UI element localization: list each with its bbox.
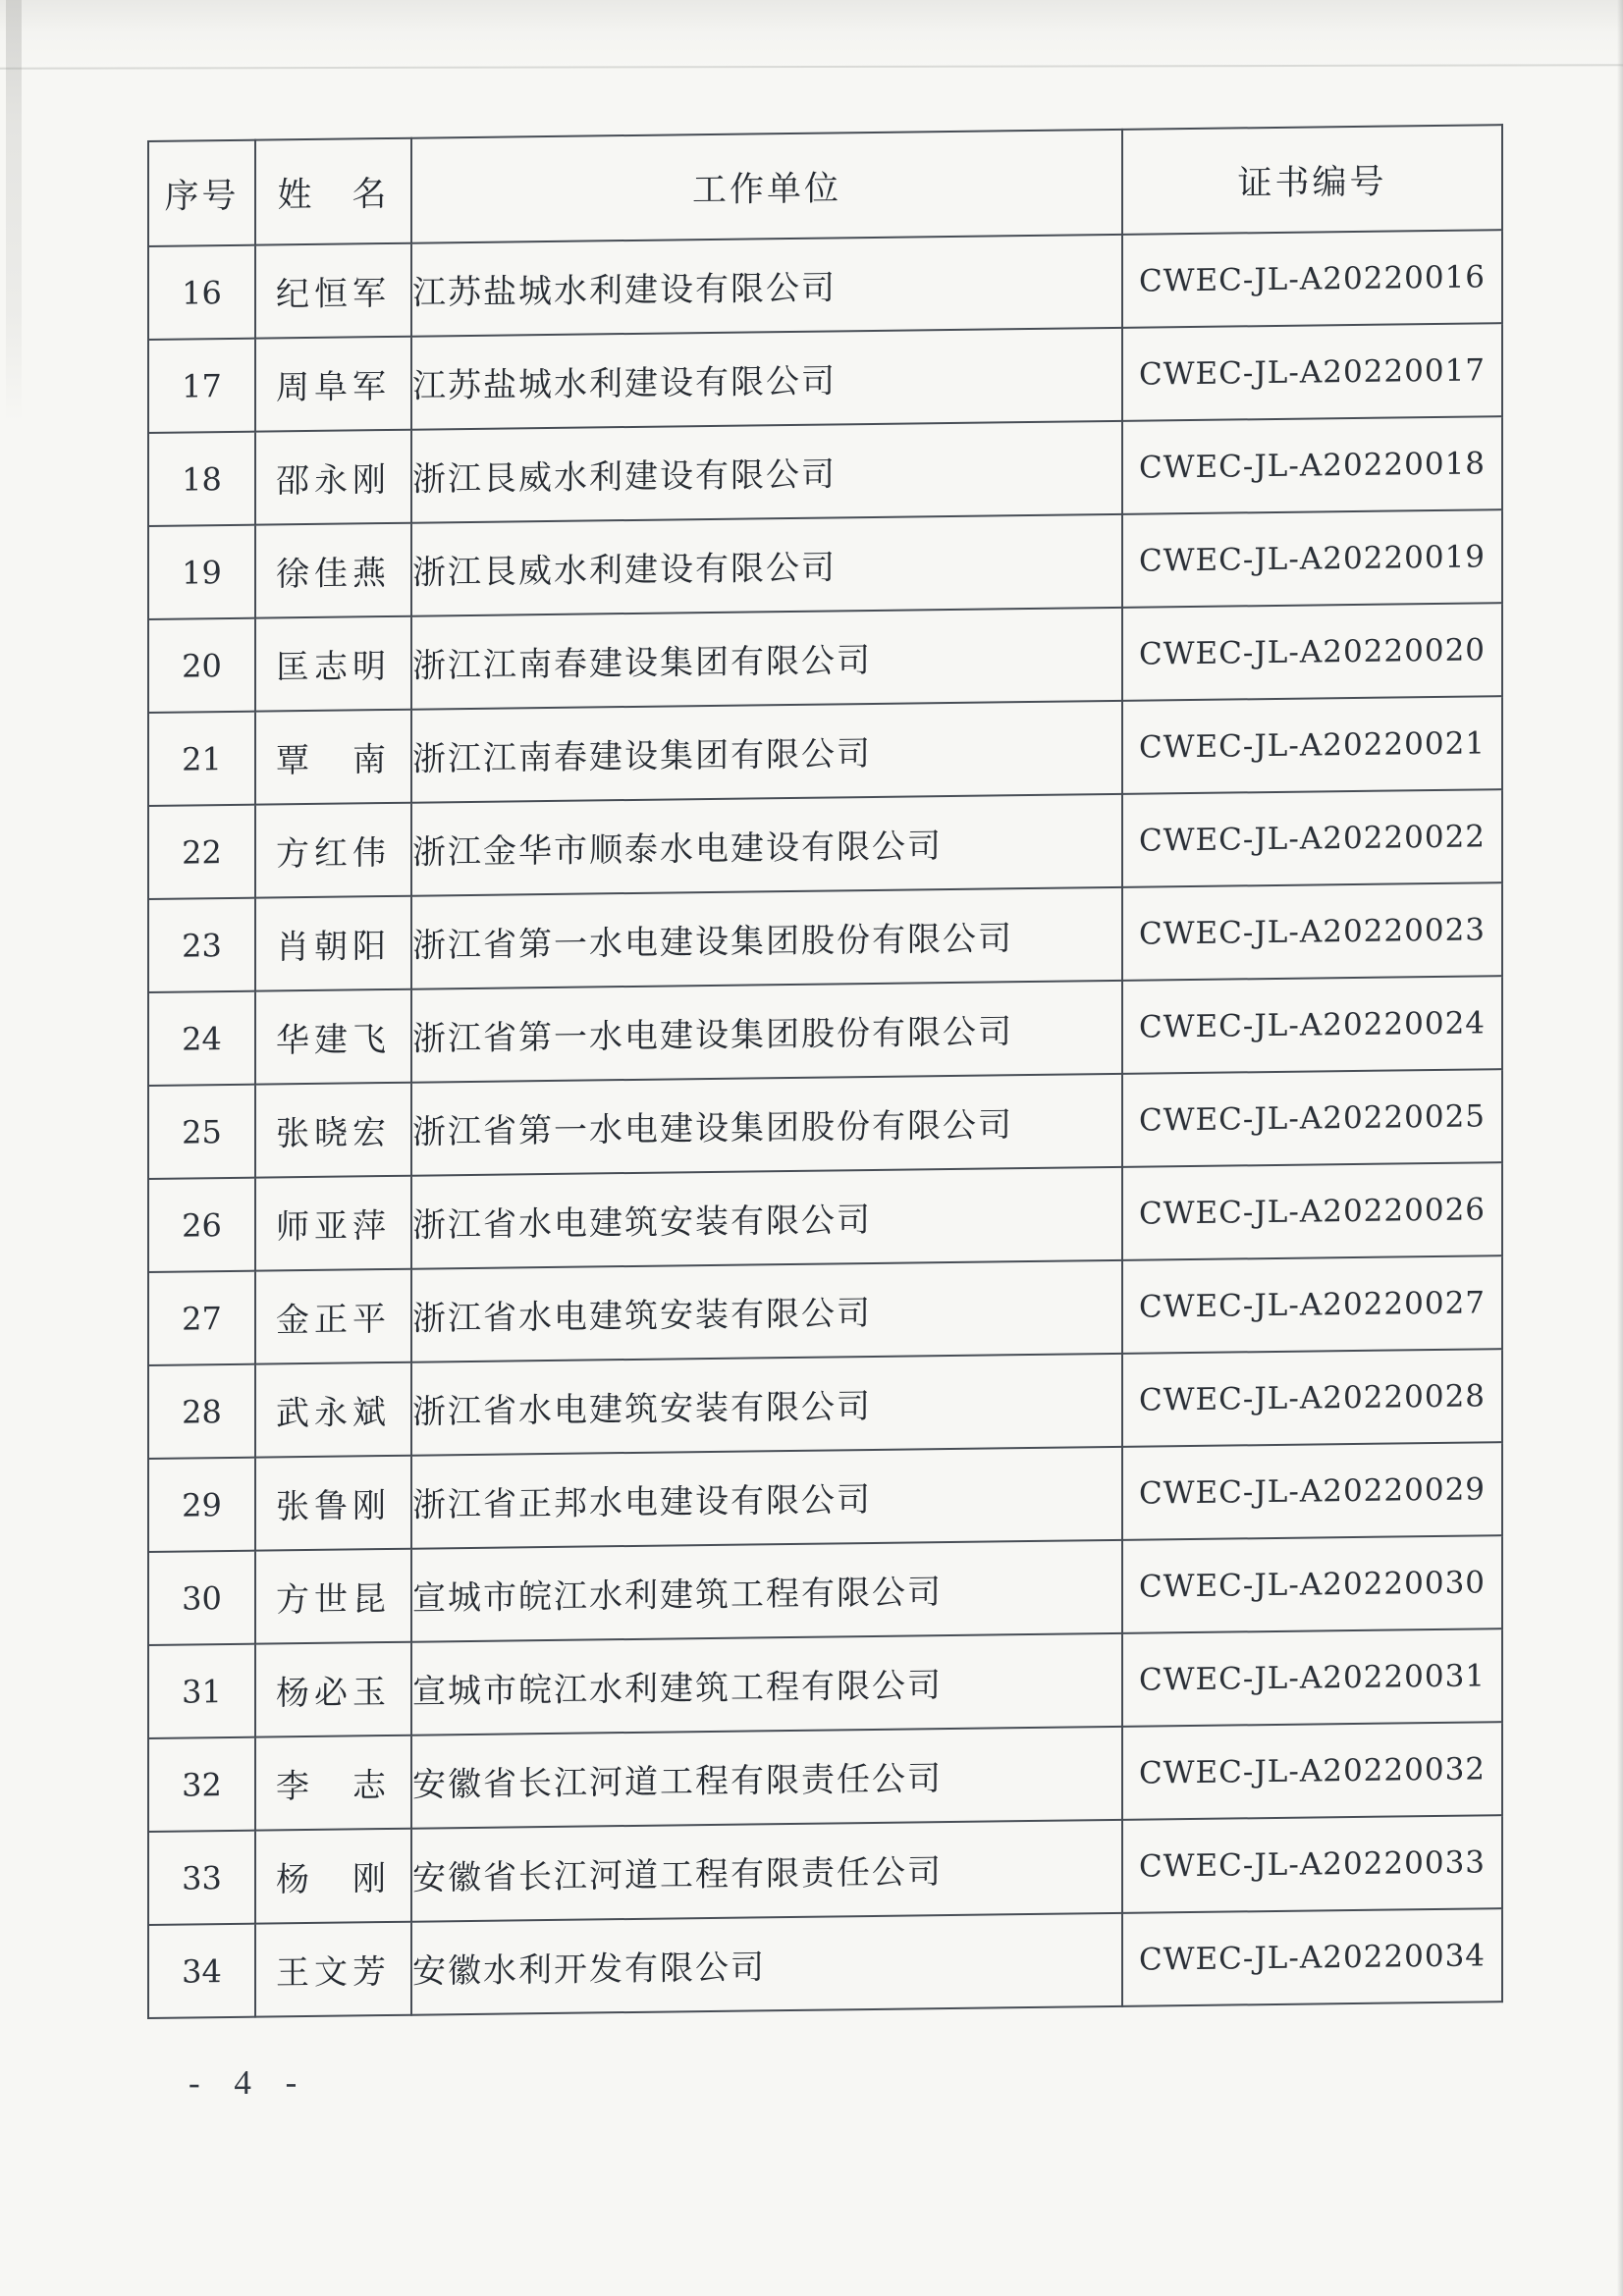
person-name-cell: 张鲁刚 <box>255 1456 411 1551</box>
row-serial-cell: 24 <box>148 991 255 1086</box>
certificate-number-cell: CWEC-JL-A20220031 <box>1122 1629 1502 1727</box>
person-name-cell: 武永斌 <box>255 1362 411 1458</box>
row-serial-cell: 33 <box>148 1831 255 1925</box>
person-name-cell: 李 志 <box>255 1735 411 1831</box>
row-serial-cell: 17 <box>148 339 255 433</box>
row-serial-cell: 16 <box>148 245 255 340</box>
certificate-number-cell: CWEC-JL-A20220034 <box>1122 1908 1502 2006</box>
table-row <box>148 323 1502 433</box>
person-name-cell: 匡志明 <box>255 616 411 712</box>
work-unit-cell: 浙江省第一水电建设集团股份有限公司 <box>411 887 1122 989</box>
column-header-serial: 序号 <box>148 140 255 246</box>
row-serial-cell: 23 <box>148 898 255 992</box>
column-header-certificate-no: 证书编号 <box>1122 125 1502 235</box>
row-serial-cell: 29 <box>148 1458 255 1552</box>
table-row <box>148 882 1502 992</box>
certificate-number-cell: CWEC-JL-A20220028 <box>1122 1349 1502 1447</box>
table-row <box>148 976 1502 1086</box>
person-name-cell: 方红伟 <box>255 803 411 898</box>
page-number: - 4 - <box>189 2062 310 2103</box>
table-row <box>148 1162 1502 1272</box>
person-name-cell: 杨 刚 <box>255 1829 411 1924</box>
table-row <box>148 1442 1502 1552</box>
table-row <box>148 789 1502 899</box>
row-serial-cell: 20 <box>148 618 255 713</box>
certificate-number-cell: CWEC-JL-A20220018 <box>1122 416 1502 514</box>
row-serial-cell: 34 <box>148 1924 255 2018</box>
work-unit-cell: 浙江省第一水电建设集团股份有限公司 <box>411 981 1122 1083</box>
table-row <box>148 696 1502 806</box>
work-unit-cell: 浙江江南春建设集团有限公司 <box>411 701 1122 803</box>
row-serial-cell: 31 <box>148 1644 255 1738</box>
person-name-cell: 张晓宏 <box>255 1083 411 1178</box>
work-unit-cell: 宣城市皖江水利建筑工程有限公司 <box>411 1540 1122 1642</box>
certificate-number-cell: CWEC-JL-A20220020 <box>1122 603 1502 701</box>
work-unit-cell: 浙江艮威水利建设有限公司 <box>411 514 1122 616</box>
table-row <box>148 1722 1502 1832</box>
person-name-cell: 覃 南 <box>255 710 411 805</box>
certificate-number-cell: CWEC-JL-A20220032 <box>1122 1722 1502 1820</box>
person-name-cell: 金正平 <box>255 1269 411 1364</box>
work-unit-cell: 浙江省水电建筑安装有限公司 <box>411 1167 1122 1269</box>
work-unit-cell: 安徽省长江河道工程有限责任公司 <box>411 1727 1122 1829</box>
certificate-number-cell: CWEC-JL-A20220026 <box>1122 1162 1502 1260</box>
person-name-cell: 华建飞 <box>255 989 411 1085</box>
work-unit-cell: 江苏盐城水利建设有限公司 <box>411 328 1122 430</box>
certificate-number-cell: CWEC-JL-A20220025 <box>1122 1069 1502 1167</box>
row-serial-cell: 26 <box>148 1178 255 1272</box>
work-unit-cell: 浙江江南春建设集团有限公司 <box>411 608 1122 710</box>
table-row <box>148 1535 1502 1645</box>
certificate-number-cell: CWEC-JL-A20220029 <box>1122 1442 1502 1540</box>
person-name-cell: 王文芳 <box>255 1922 411 2017</box>
work-unit-cell: 浙江省第一水电建设集团股份有限公司 <box>411 1074 1122 1176</box>
table-row <box>148 1815 1502 1925</box>
person-name-cell: 周阜军 <box>255 337 411 432</box>
table-row <box>148 1255 1502 1365</box>
row-serial-cell: 32 <box>148 1737 255 1832</box>
header-row <box>148 125 1502 246</box>
work-unit-cell: 宣城市皖江水利建筑工程有限公司 <box>411 1633 1122 1735</box>
work-unit-cell: 安徽水利开发有限公司 <box>411 1913 1122 2015</box>
certificate-number-cell: CWEC-JL-A20220024 <box>1122 976 1502 1074</box>
work-unit-cell: 江苏盐城水利建设有限公司 <box>411 235 1122 337</box>
certificate-number-cell: CWEC-JL-A20220030 <box>1122 1535 1502 1633</box>
certificate-number-cell: CWEC-JL-A20220016 <box>1122 230 1502 328</box>
certificate-roster-table <box>147 124 1503 2019</box>
work-unit-cell: 浙江省正邦水电建设有限公司 <box>411 1447 1122 1549</box>
work-unit-cell: 浙江省水电建筑安装有限公司 <box>411 1354 1122 1456</box>
table-row <box>148 416 1502 526</box>
row-serial-cell: 18 <box>148 432 255 526</box>
person-name-cell: 徐佳燕 <box>255 523 411 618</box>
work-unit-cell: 安徽省长江河道工程有限责任公司 <box>411 1820 1122 1922</box>
person-name-cell: 师亚萍 <box>255 1176 411 1271</box>
column-header-work-unit: 工作单位 <box>411 130 1122 243</box>
person-name-cell: 肖朝阳 <box>255 896 411 991</box>
table-row <box>148 230 1502 340</box>
work-unit-cell: 浙江艮威水利建设有限公司 <box>411 421 1122 523</box>
person-name-cell: 方世昆 <box>255 1549 411 1644</box>
work-unit-cell: 浙江金华市顺泰水电建设有限公司 <box>411 794 1122 896</box>
row-serial-cell: 19 <box>148 525 255 619</box>
table-header <box>148 125 1502 246</box>
table-row <box>148 1629 1502 1738</box>
column-header-name: 姓 名 <box>255 138 411 245</box>
certificate-number-cell: CWEC-JL-A20220023 <box>1122 882 1502 981</box>
person-name-cell: 纪恒军 <box>255 243 411 339</box>
table-row <box>148 1349 1502 1459</box>
row-serial-cell: 28 <box>148 1364 255 1459</box>
certificate-number-cell: CWEC-JL-A20220019 <box>1122 509 1502 608</box>
certificate-number-cell: CWEC-JL-A20220033 <box>1122 1815 1502 1913</box>
certificate-number-cell: CWEC-JL-A20220027 <box>1122 1255 1502 1354</box>
scan-streak-artifact <box>6 0 22 422</box>
person-name-cell: 杨必玉 <box>255 1642 411 1737</box>
row-serial-cell: 22 <box>148 805 255 899</box>
row-serial-cell: 27 <box>148 1271 255 1365</box>
row-serial-cell: 21 <box>148 712 255 806</box>
certificate-number-cell: CWEC-JL-A20220022 <box>1122 789 1502 887</box>
table-body <box>148 230 1502 2018</box>
table-row <box>148 1908 1502 2018</box>
table-row <box>148 509 1502 619</box>
work-unit-cell: 浙江省水电建筑安装有限公司 <box>411 1260 1122 1362</box>
certificate-number-cell: CWEC-JL-A20220021 <box>1122 696 1502 794</box>
scan-line-artifact <box>0 64 1623 69</box>
person-name-cell: 邵永刚 <box>255 430 411 525</box>
table-row <box>148 1069 1502 1179</box>
row-serial-cell: 25 <box>148 1085 255 1179</box>
row-serial-cell: 30 <box>148 1551 255 1645</box>
certificate-number-cell: CWEC-JL-A20220017 <box>1122 323 1502 421</box>
table-row <box>148 603 1502 713</box>
scan-edge-artifact <box>1617 0 1623 2296</box>
